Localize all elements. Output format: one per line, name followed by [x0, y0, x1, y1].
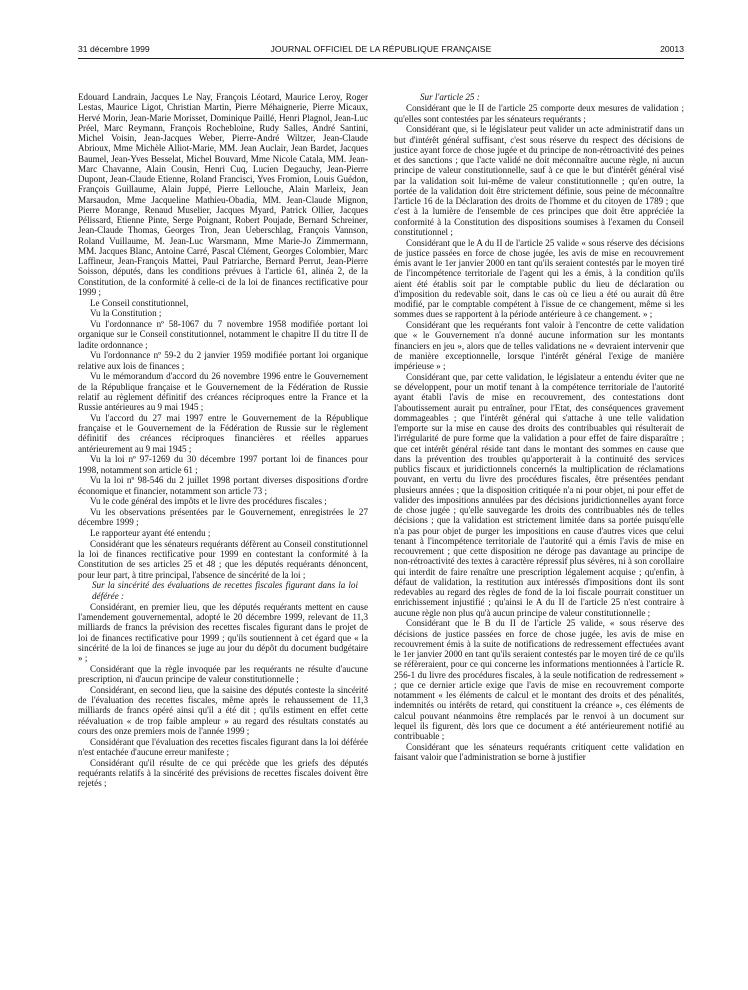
paragraph: Considérant que l'évaluation des recettes fiscales figurant dans la loi déférée n'est entachée d'aucune erreur manifeste ; [78, 736, 368, 757]
paragraph: Vu la loi nº 97-1269 du 30 décembre 1997 portant loi de finances pour 1998, notamment son article 61 ; [78, 454, 368, 475]
paragraph: Considérant que les requérants font valoir à l'encontre de cette validation que « le Gouvernement n'a donné aucune information sur les montants financiers en jeu », alors que de telles validations ne « devraient intervenir que de manière exceptionnelle, lorsque l'intérêt général l'exige de manière impérieuse » ; [394, 320, 684, 371]
paragraph: Considérant que le A du II de l'article 25 valide « sous réserve des décisions de justice passées en force de chose jugée, les avis de mise en recouvrement émis avant le 1er janvier 2000 en tant qu'ils seraient contestés par le moyen tiré de l'incompétence territoriale de l'agent qui les a émis, à la condition qu'ils aient été établis soit par le comptable public du lieu de déclaration ou d'imposition du redevable soit, dans le cas où ce lieu a été ou aurait dû être modifié, par le comptable compétent à l'issue de ce changement, même si les sommes dues se rapportent à la période antérieure à ce changement. » ; [394, 237, 684, 320]
paragraph: Vu le code général des impôts et le livre des procédures fiscales ; [90, 496, 327, 507]
paragraph: Considérant que, si le législateur peut valider un acte administratif dans un but d'intérêt général suffisant, c'est sous réserve du respect des décisions de justice ayant force de chose jugée et du principe de non-rétroactivité des peines et des sanctions ; que l'acte validé ne doit méconnaître aucune règle, ni aucun principe de valeur constitutionnelle, sauf à ce que le but d'intérêt général visé par la validation soit lui-même de valeur constitutionnelle ; qu'en outre, la portée de la validation doit être strictement définie, sous peine de méconnaître l'article 16 de la Déclaration des droits de l'homme et du citoyen de 1789 ; que c'est à la lumière de l'ensemble de ces principes que doit être appréciée la conformité à la Constitution des dispositions soumises à l'examen du Conseil constitutionnel ; [394, 124, 684, 237]
paragraph: Vu l'accord du 27 mai 1997 entre le Gouvernement de la République française et le Gouvernement de la Fédération de Russie sur le règlement définitif des créances réciproques financières et réelles apparues antérieurement au 9 mai 1945 ; [78, 412, 368, 454]
paragraph: Considérant qu'il résulte de ce qui précède que les griefs des députés requérants relatifs à la sincérité des prévisions de recettes fiscales doivent être rejetés ; [78, 757, 368, 788]
paragraph: Considérant, en second lieu, que la saisine des députés conteste la sincérité de l'évaluation des recettes fiscales, même après le rehaussement de 11,3 milliards de francs opéré ainsi qu'il a été dit ; qu'ils estiment en effet cette réévaluation « de trop faible ampleur » au regard des résultats constatés au cours des onze premiers mois de l'année 1999 ; [78, 684, 368, 736]
paragraph: Considérant que les sénateurs requérants critiquent cette validation en faisant valoir que l'administration se borne à justifier [394, 741, 684, 762]
paragraph: Vu la loi nº 98-546 du 2 juillet 1998 portant diverses dispositions d'ordre économique et financier, notamment son article 73 ; [78, 475, 368, 496]
left-column [78, 92, 368, 789]
paragraph: Considérant que les sénateurs requérants défèrent au Conseil constitutionnel la loi de finances rectificative pour 1999 en contestant la conformité à la Constitution de ses articles 25 et 48 ; que les députés requérants dénoncent, pour leur part, à titre principal, l'absence de sincérité de la loi ; [78, 538, 368, 580]
paragraph: Le rapporteur ayant été entendu ; [90, 528, 211, 538]
paragraph: Considérant que le B du II de l'article 25 valide, « sous réserve des décisions de justice passées en force de chose jugée, les avis de mise en recouvrement émis à la suite de notifications de redressement effectuées avant le 1er janvier 2000 en tant qu'ils seraient contestés par le moyen tiré de ce qu'ils se réfèreraient, pour ce qui concerne les informations mentionnées à l'article R. 256-1 du livre des procédures fiscales, à la seule notification de redressement » ; que ce dernier article exige que l'avis de mise en recouvrement comporte notamment « les éléments de calcul et le montant des droits et des pénalités, indemnités ou intérêts de retard, qui constituent la créance », ces éléments de calcul pouvant néanmoins être remplacés par le renvoi à un document sur lequel ils figurent, dès lors que ce document a été antérieurement notifié au contribuable ; [394, 618, 684, 741]
page-header [78, 44, 684, 58]
paragraph: Vu la Constitution ; [90, 308, 162, 319]
paragraph: Considérant que le II de l'article 25 comporte deux mesures de validation ; qu'elles sont contestées par les sénateurs requérants ; [394, 103, 684, 124]
paragraph: Vu les observations présentées par le Gouvernement, enregistrées le 27 décembre 1999 ; [78, 507, 368, 528]
paragraph: Vu l'ordonnance nº 58-1067 du 7 novembre 1958 modifiée portant loi organique sur le Conseil constitutionnel, notamment le chapitre II du titre II de ladite ordonnance ; [78, 319, 368, 350]
paragraph: Vu l'ordonnance nº 59-2 du 2 janvier 1959 modifiée portant loi organique relative aux lois de finances ; [78, 350, 368, 371]
paragraph: Vu le mémorandum d'accord du 26 novembre 1996 entre le Gouvernement de la République française et le Gouvernement de la Fédération de Russie relatif au règlement définitif des créances réciproques entre la France et la Russie antérieures au 9 mai 1945 ; [78, 371, 368, 412]
section-heading: Sur la sincérité des évaluations de recettes fiscales figurant dans la loi déférée : [92, 580, 358, 601]
paragraph: Considérant, en premier lieu, que les députés requérants mettent en cause l'amendement gouvernemental, adopté le 20 décembre 1999, relevant de 11,3 milliards de francs la prévision des recettes fiscales figurant dans le projet de loi de finances rectificative pour 1999 ; qu'ils soutiennent à cet égard que « la sincérité de la loi de finances se juge au jour du dépôt du document budgétaire » ; [78, 601, 368, 663]
paragraph: Considérant que, par cette validation, le législateur a entendu éviter que ne se développent, pour un motif tenant à la compétence territoriale de l'autorité ayant établi l'avis de mise en recouvrement, des contestations dont l'aboutissement aurait pu entraîner, pour l'Etat, des conséquences gravement dommageables ; que l'intérêt général qui s'attache à une telle validation l'emporte sur la mise en cause des droits des contribuables qui résulterait de l'irrégularité de pure forme que la validation a pour effet de faire disparaître ; que cet intérêt général réside tant dans le montant des sommes en cause que dans la prévention des troubles qu'apporterait à la continuité des services publics fiscaux et juridictionnels concernés la multiplication de réclamations pouvant, en vertu du livre des procédures fiscales, être présentées pendant plusieurs années ; que la disposition critiquée n'a ni pour objet, ni pour effet de valider des impositions annulées par des décisions juridictionnelles ayant force de chose jugée ; qu'elle sauvegarde les droits des contribuables nés de telles décisions ; que la validation est strictement limitée dans sa portée puisqu'elle n'a pas pour objet de purger les impositions en cause d'autres vices que celui tenant à l'incompétence territoriale de l'autorité qui a émis l'avis de mise en recouvrement ; que cette disposition ne déroge pas davantage au principe de non-rétroactivité des textes à caractère répressif plus sévères, ni à son corollaire qui interdit de faire renaître une prescription légalement acquise ; qu'enfin, à défaut de validation, la restitution aux intéressés d'impositions dont ils sont redevables au regard des règles de fond de la loi fiscale pourrait constituer un enrichissement injustifié ; qu'ainsi le A du II de l'article 25 n'est contraire à aucune règle non plus qu'à aucun principe de valeur constitutionnelle ; [394, 371, 684, 618]
paragraph: Edouard Landrain, Jacques Le Nay, François Léotard, Maurice Leroy, Roger Lestas, Maurice Ligot, Christian Martin, Pierre Méhaignerie, Pierre Micaux, Hervé Morin, Jean-Marie Morisset, Dominique Paillé, Henri Plagnol, Jean-Luc Préel, Marc Reymann, François Rochebloine, Rudy Salles, André Santini, Michel Voisin, Jean-Jacques Weber, Pierre-André Wiltzer, Jean-Claude Abrioux, Mme Michèle Alliot-Marie, MM. Jean Auclair, Jean Bardet, Jacques Baumel, Jean-Yves Besselat, Michel Bouvard, Mme Nicole Catala, MM. Jean-Marc Chavanne, Alain Cousin, Henri Cuq, Lucien Degauchy, Jean-Pierre Dupont, Jean-Claude Etienne, Roland Francisci, Yves Fromion, Louis Guédon, François Guillaume, Alain Juppé, Pierre Lellouche, Alain Marleix, Jean Marsaudon, Mme Jacqueline Mathieu-Obadia, MM. Jean-Claude Mignon, Pierre Morange, Renaud Muselier, Jacques Myard, Patrick Ollier, Jacques Pélissard, Etienne Pinte, Serge Poignant, Robert Poujade, Bernard Schreiner, Jean-Claude Thomas, Georges Tron, Jean Ueberschlag, François Vannson, Roland Vuillaume, M. Jean-Luc Warsmann, Mme Marie-Jo Zimmermann, MM. Jacques Blanc, Antoine Carré, Pascal Clément, Georges Colombier, Marc Laffineur, Jean-François Mattei, Paul Patriarche, Bernard Perrut, Jean-Pierre Soisson, députés, dans les conditions prévues à l'article 61, alinéa 2, de la Constitution, de la conformité à celle-ci de la loi de finances rectificative pour 1999 ; [78, 92, 368, 297]
section-heading: Sur l'article 25 : [420, 92, 480, 102]
header-rule [78, 58, 684, 59]
paragraph: Le Conseil constitutionnel, [90, 297, 189, 308]
header-date: 31 décembre 1999 [78, 44, 150, 54]
right-column [394, 92, 684, 763]
header-title: JOURNAL OFFICIEL DE LA RÉPUBLIQUE FRANÇAISE [270, 44, 492, 54]
header-page-number: 20013 [660, 44, 684, 54]
paragraph: Considérant que la règle invoquée par les requérants ne résulte d'aucune prescription, ni d'aucun principe de valeur constitutionnelle ; [78, 663, 368, 684]
